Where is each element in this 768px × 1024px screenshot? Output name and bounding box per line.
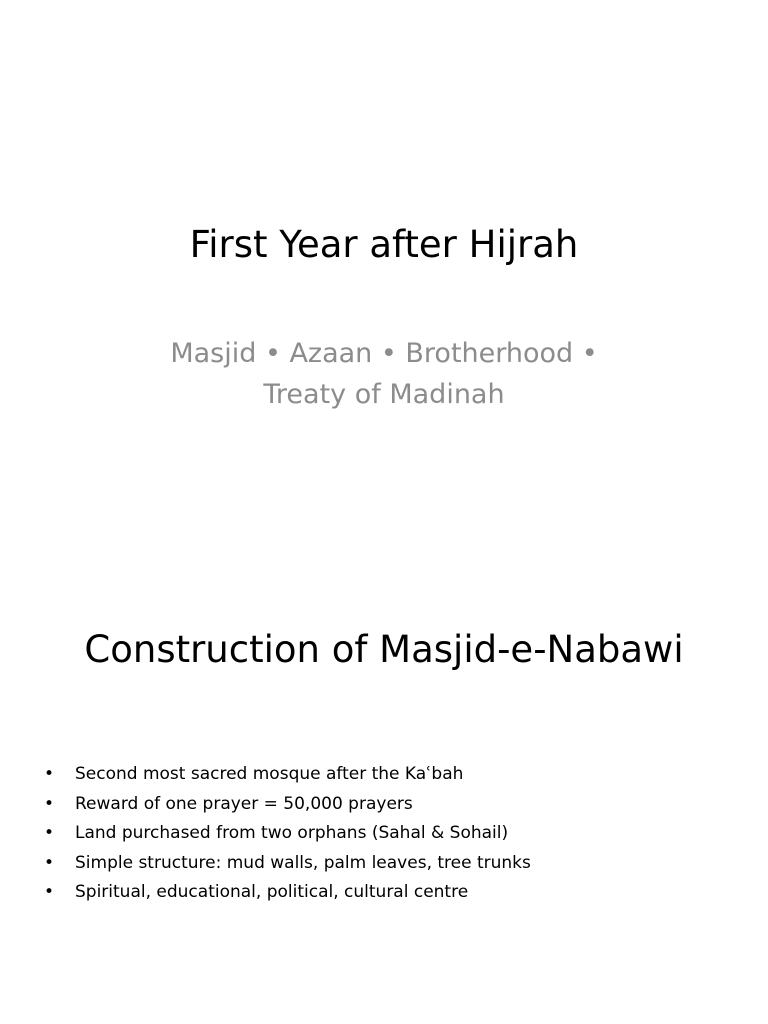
list-item (40, 819, 740, 849)
list-item (40, 878, 740, 908)
list-item (40, 849, 740, 879)
bullet-icon: • (44, 823, 55, 844)
subtitle-line: Masjid • Azaan • Brotherhood • (170, 338, 598, 369)
slide-title: First Year after Hijrah (189, 223, 579, 266)
list-item-text: Reward of one prayer = 50,000 prayers (75, 793, 413, 814)
bullet-icon: • (44, 852, 55, 873)
slide-title: Construction of Masjid-e-Nabawi (84, 628, 684, 671)
list-item-text: Spiritual, educational, political, cultural centre (75, 882, 469, 903)
slide-masjid-construction (0, 576, 768, 1024)
bullet-icon: • (44, 882, 55, 903)
subtitle-line: Treaty of Madinah (263, 379, 505, 410)
list-item (40, 790, 740, 820)
bullet-icon: • (44, 793, 55, 814)
list-item-text: Simple structure: mud walls, palm leaves, tree trunks (75, 852, 531, 873)
list-item (40, 760, 740, 790)
list-item-text: Land purchased from two orphans (Sahal & Sohail) (75, 823, 509, 844)
bullet-list (40, 760, 740, 908)
slide-subtitle (110, 333, 658, 415)
bullet-icon: • (44, 764, 55, 784)
list-item-text: Second most sacred mosque after the Kaʿbah (75, 764, 464, 784)
